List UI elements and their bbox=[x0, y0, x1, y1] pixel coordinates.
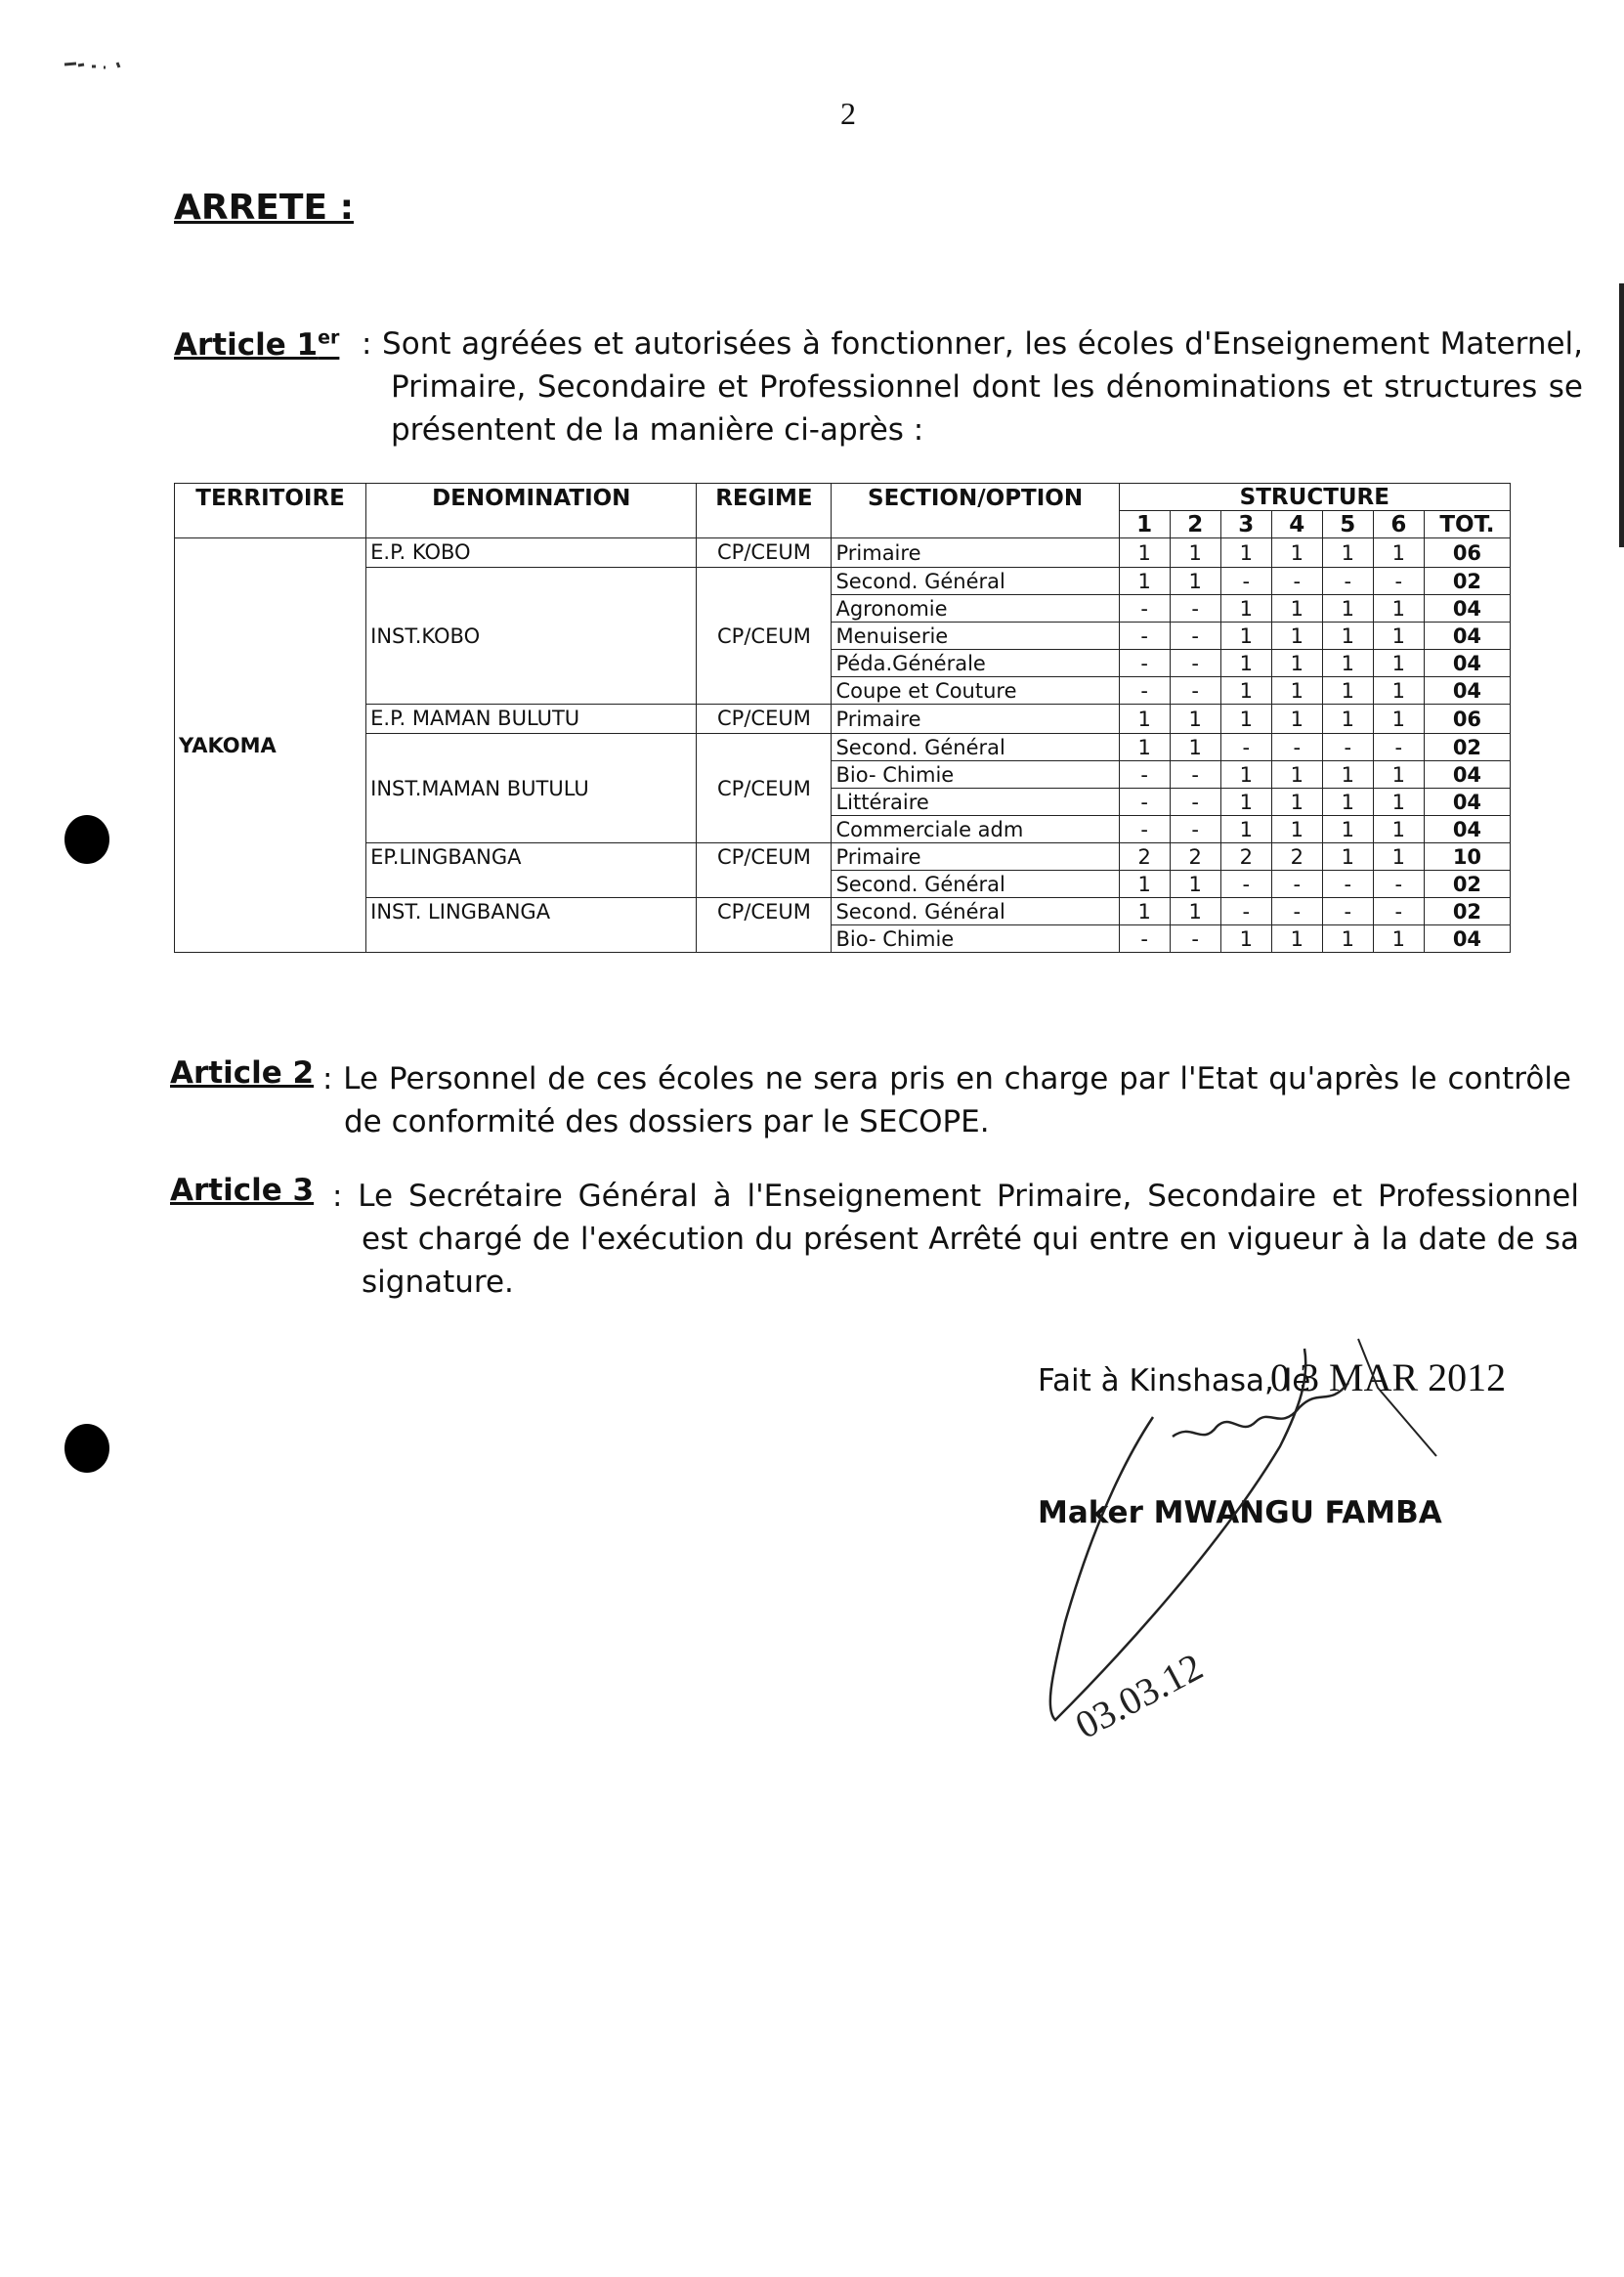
territoire-cell: YAKOMA bbox=[175, 538, 366, 953]
header-structure-col: 4 bbox=[1271, 511, 1322, 538]
structure-value-cell: - bbox=[1170, 677, 1220, 705]
structure-value-cell: - bbox=[1322, 898, 1373, 925]
header-section: SECTION/OPTION bbox=[832, 484, 1119, 538]
structure-value-cell: 1 bbox=[1322, 650, 1373, 677]
section-cell: Second. Général bbox=[832, 568, 1119, 595]
punch-hole-dot bbox=[64, 815, 109, 864]
structure-value-cell: 1 bbox=[1220, 595, 1271, 623]
total-cell: 02 bbox=[1424, 568, 1510, 595]
structure-value-cell: 1 bbox=[1119, 734, 1170, 761]
structure-value-cell: 1 bbox=[1119, 871, 1170, 898]
structure-value-cell: 1 bbox=[1119, 568, 1170, 595]
structure-value-cell: 1 bbox=[1373, 623, 1424, 650]
structure-value-cell: - bbox=[1322, 568, 1373, 595]
total-cell: 02 bbox=[1424, 898, 1510, 925]
total-cell: 06 bbox=[1424, 705, 1510, 734]
structure-value-cell: - bbox=[1170, 925, 1220, 953]
structure-value-cell: - bbox=[1119, 623, 1170, 650]
structure-value-cell: 1 bbox=[1170, 538, 1220, 568]
total-cell: 04 bbox=[1424, 761, 1510, 789]
denomination-cell: INST.KOBO bbox=[366, 568, 697, 705]
section-cell: Agronomie bbox=[832, 595, 1119, 623]
header-structure-col: TOT. bbox=[1424, 511, 1510, 538]
denomination-cell: INST.MAMAN BUTULU bbox=[366, 734, 697, 843]
header-structure-col: 2 bbox=[1170, 511, 1220, 538]
structure-value-cell: 2 bbox=[1220, 843, 1271, 871]
header-denomination: DENOMINATION bbox=[366, 484, 697, 538]
header-structure-col: 1 bbox=[1119, 511, 1170, 538]
section-cell: Commerciale adm bbox=[832, 816, 1119, 843]
structure-value-cell: 1 bbox=[1220, 789, 1271, 816]
regime-cell: CP/CEUM bbox=[697, 898, 832, 953]
structure-value-cell: - bbox=[1373, 898, 1424, 925]
structure-value-cell: 1 bbox=[1373, 816, 1424, 843]
handwritten-note: 03.03.12 bbox=[1068, 1644, 1210, 1747]
structure-value-cell: - bbox=[1119, 650, 1170, 677]
total-cell: 04 bbox=[1424, 677, 1510, 705]
structure-value-cell: - bbox=[1322, 871, 1373, 898]
structure-value-cell: 1 bbox=[1322, 925, 1373, 953]
structure-value-cell: 1 bbox=[1373, 595, 1424, 623]
structure-value-cell: - bbox=[1220, 898, 1271, 925]
structure-value-cell: - bbox=[1170, 595, 1220, 623]
article-1-label: Article 1er bbox=[174, 327, 340, 364]
structure-value-cell: 1 bbox=[1271, 595, 1322, 623]
denomination-cell: EP.LINGBANGA bbox=[366, 843, 697, 898]
regime-cell: CP/CEUM bbox=[697, 843, 832, 898]
total-cell: 04 bbox=[1424, 925, 1510, 953]
scan-edge-mark bbox=[1619, 283, 1624, 547]
structure-value-cell: 1 bbox=[1373, 705, 1424, 734]
structure-value-cell: 1 bbox=[1271, 816, 1322, 843]
structure-value-cell: - bbox=[1170, 623, 1220, 650]
structure-value-cell: 1 bbox=[1170, 568, 1220, 595]
structure-value-cell: - bbox=[1220, 568, 1271, 595]
structure-value-cell: - bbox=[1373, 871, 1424, 898]
total-cell: 04 bbox=[1424, 595, 1510, 623]
structure-value-cell: 1 bbox=[1373, 843, 1424, 871]
structure-value-cell: - bbox=[1119, 816, 1170, 843]
structure-value-cell: - bbox=[1119, 925, 1170, 953]
structure-value-cell: 1 bbox=[1119, 705, 1170, 734]
header-structure-col: 3 bbox=[1220, 511, 1271, 538]
structure-value-cell: 1 bbox=[1373, 677, 1424, 705]
total-cell: 04 bbox=[1424, 816, 1510, 843]
regime-cell: CP/CEUM bbox=[697, 705, 832, 734]
section-cell: Bio- Chimie bbox=[832, 925, 1119, 953]
scan-artifact-mark bbox=[63, 59, 131, 70]
section-cell: Péda.Générale bbox=[832, 650, 1119, 677]
punch-hole-dot bbox=[64, 1424, 109, 1473]
article-1-text: : Sont agréées et autorisées à fonctionner, les écoles d'Enseignement Maternel, Primaire, Secondaire et Professionnel dont les dénominations et structures se présentent de la manière ci-après : bbox=[362, 326, 1583, 448]
structure-value-cell: 1 bbox=[1170, 734, 1220, 761]
structure-value-cell: 2 bbox=[1170, 843, 1220, 871]
structure-value-cell: 1 bbox=[1170, 871, 1220, 898]
structure-value-cell: 1 bbox=[1119, 538, 1170, 568]
section-cell: Second. Général bbox=[832, 898, 1119, 925]
structure-value-cell: - bbox=[1271, 898, 1322, 925]
structure-value-cell: - bbox=[1271, 734, 1322, 761]
total-cell: 06 bbox=[1424, 538, 1510, 568]
structure-value-cell: - bbox=[1119, 761, 1170, 789]
denomination-cell: INST. LINGBANGA bbox=[366, 898, 697, 953]
structure-value-cell: 1 bbox=[1170, 705, 1220, 734]
structure-value-cell: 1 bbox=[1220, 925, 1271, 953]
structure-value-cell: 1 bbox=[1271, 925, 1322, 953]
section-cell: Primaire bbox=[832, 705, 1119, 734]
structure-value-cell: 1 bbox=[1220, 761, 1271, 789]
regime-cell: CP/CEUM bbox=[697, 538, 832, 568]
structure-value-cell: 1 bbox=[1271, 761, 1322, 789]
header-territoire: TERRITOIRE bbox=[175, 484, 366, 538]
table-row bbox=[175, 705, 1511, 734]
header-regime: REGIME bbox=[697, 484, 832, 538]
structure-value-cell: - bbox=[1271, 568, 1322, 595]
regime-cell: CP/CEUM bbox=[697, 568, 832, 705]
structure-value-cell: 1 bbox=[1322, 595, 1373, 623]
structure-value-cell: 1 bbox=[1322, 761, 1373, 789]
table-row bbox=[175, 843, 1511, 871]
structure-value-cell: - bbox=[1170, 650, 1220, 677]
signer-name: Maker MWANGU FAMBA bbox=[1038, 1495, 1442, 1530]
section-cell: Menuiserie bbox=[832, 623, 1119, 650]
structure-value-cell: - bbox=[1271, 871, 1322, 898]
structure-value-cell: 1 bbox=[1220, 816, 1271, 843]
structure-value-cell: 1 bbox=[1220, 538, 1271, 568]
section-cell: Littéraire bbox=[832, 789, 1119, 816]
structure-value-cell: - bbox=[1119, 595, 1170, 623]
section-cell: Second. Général bbox=[832, 734, 1119, 761]
structure-value-cell: 1 bbox=[1220, 623, 1271, 650]
signing-place: Fait à Kinshasa, le bbox=[1038, 1363, 1311, 1398]
structure-value-cell: 1 bbox=[1271, 623, 1322, 650]
table-row bbox=[175, 568, 1511, 595]
structure-value-cell: - bbox=[1119, 677, 1170, 705]
structure-value-cell: 1 bbox=[1322, 677, 1373, 705]
page-number: 2 bbox=[840, 96, 856, 131]
total-cell: 02 bbox=[1424, 871, 1510, 898]
structure-value-cell: 2 bbox=[1119, 843, 1170, 871]
section-cell: Primaire bbox=[832, 538, 1119, 568]
structure-value-cell: - bbox=[1170, 816, 1220, 843]
structure-value-cell: 1 bbox=[1119, 898, 1170, 925]
table-row bbox=[175, 898, 1511, 925]
section-cell: Bio- Chimie bbox=[832, 761, 1119, 789]
regime-cell: CP/CEUM bbox=[697, 734, 832, 843]
article-2-text: : Le Personnel de ces écoles ne sera pris en charge par l'Etat qu'après le contrôle de conformité des dossiers par le SECOPE. bbox=[322, 1061, 1571, 1139]
handwritten-date: 0 3 MAR 2012 bbox=[1270, 1355, 1507, 1399]
structure-value-cell: 1 bbox=[1373, 650, 1424, 677]
table-row bbox=[175, 538, 1511, 568]
denomination-cell: E.P. KOBO bbox=[366, 538, 697, 568]
structure-value-cell: - bbox=[1322, 734, 1373, 761]
structure-value-cell: - bbox=[1373, 734, 1424, 761]
structure-value-cell: 1 bbox=[1322, 623, 1373, 650]
total-cell: 04 bbox=[1424, 789, 1510, 816]
structure-value-cell: 1 bbox=[1322, 843, 1373, 871]
header-structure: STRUCTURE bbox=[1119, 484, 1510, 511]
structure-value-cell: 1 bbox=[1220, 705, 1271, 734]
header-structure-col: 6 bbox=[1373, 511, 1424, 538]
section-cell: Primaire bbox=[832, 843, 1119, 871]
structure-value-cell: 1 bbox=[1322, 816, 1373, 843]
article-3-label: Article 3 bbox=[170, 1173, 315, 1208]
structure-value-cell: 1 bbox=[1271, 677, 1322, 705]
structure-value-cell: 1 bbox=[1373, 925, 1424, 953]
structure-value-cell: 1 bbox=[1322, 705, 1373, 734]
structure-value-cell: - bbox=[1220, 734, 1271, 761]
article-3-text: : Le Secrétaire Général à l'Enseignement Primaire, Secondaire et Professionnel est chargé de l'exécution du présent Arrêté qui entre en vigueur à la date de sa signature. bbox=[332, 1179, 1579, 1300]
structure-value-cell: 2 bbox=[1271, 843, 1322, 871]
total-cell: 10 bbox=[1424, 843, 1510, 871]
structure-value-cell: 1 bbox=[1271, 538, 1322, 568]
total-cell: 04 bbox=[1424, 650, 1510, 677]
section-cell: Coupe et Couture bbox=[832, 677, 1119, 705]
structure-value-cell: 1 bbox=[1373, 538, 1424, 568]
section-cell: Second. Général bbox=[832, 871, 1119, 898]
article-2-label: Article 2 bbox=[170, 1055, 315, 1091]
structure-value-cell: 1 bbox=[1271, 705, 1322, 734]
structure-value-cell: 1 bbox=[1322, 538, 1373, 568]
structure-value-cell: - bbox=[1119, 789, 1170, 816]
structure-value-cell: - bbox=[1373, 568, 1424, 595]
decree-heading: ARRETE : bbox=[174, 188, 354, 228]
structure-value-cell: 1 bbox=[1322, 789, 1373, 816]
handwritten-signature bbox=[1006, 1329, 1554, 1759]
structure-value-cell: 1 bbox=[1170, 898, 1220, 925]
denomination-cell: E.P. MAMAN BULUTU bbox=[366, 705, 697, 734]
structure-value-cell: - bbox=[1220, 871, 1271, 898]
total-cell: 02 bbox=[1424, 734, 1510, 761]
structure-value-cell: 1 bbox=[1373, 761, 1424, 789]
structure-value-cell: 1 bbox=[1220, 677, 1271, 705]
structure-value-cell: 1 bbox=[1220, 650, 1271, 677]
structure-value-cell: - bbox=[1170, 761, 1220, 789]
structure-value-cell: - bbox=[1170, 789, 1220, 816]
header-structure-col: 5 bbox=[1322, 511, 1373, 538]
total-cell: 04 bbox=[1424, 623, 1510, 650]
structure-value-cell: 1 bbox=[1271, 789, 1322, 816]
structure-value-cell: 1 bbox=[1271, 650, 1322, 677]
schools-structure-table bbox=[174, 483, 1511, 953]
structure-value-cell: 1 bbox=[1373, 789, 1424, 816]
table-row bbox=[175, 734, 1511, 761]
